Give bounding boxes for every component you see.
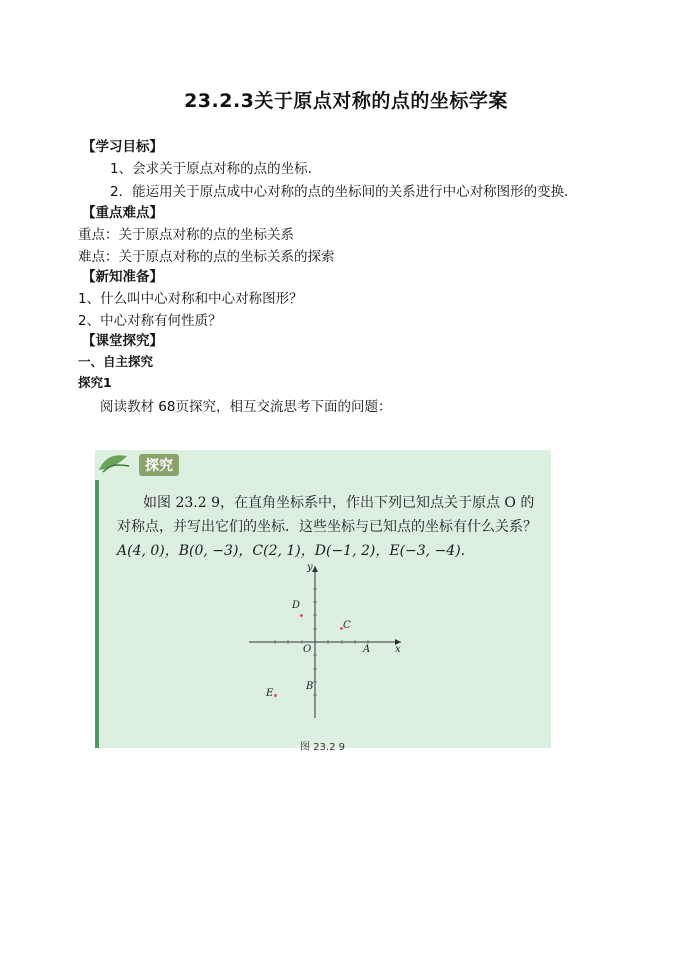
point-e [274, 694, 277, 697]
key-point: 重点：关于原点对称的点的坐标关系 [78, 227, 294, 243]
explore-figure [95, 450, 551, 753]
subsection-title: 一、自主探究 [78, 354, 154, 369]
point-b-label: B [306, 681, 314, 692]
figure-text-line-1: 如图 23.2 9，在直角坐标系中，作出下列已知点关于原点 O 的 [143, 495, 535, 511]
prep-header: 【新知准备】 [82, 269, 163, 285]
class-header: 【课堂探究】 [82, 333, 163, 349]
figure-caption: 图 23.2 9 [300, 742, 345, 753]
goals-header: 【学习目标】 [82, 139, 163, 155]
explore-title: 探究1 [78, 375, 112, 390]
x-axis-label: x [395, 644, 401, 655]
figure-banner [95, 450, 551, 478]
figure-text-line-3: A(4, 0)，B(0, −3)，C(2, 1)，D(−1, 2)，E(−3, −4). [117, 543, 466, 559]
hard-point: 难点：关于原点对称的点的坐标关系的探索 [78, 249, 335, 265]
point-d [300, 614, 303, 617]
prep-question-1: 1、什么叫中心对称和中心对称图形？ [78, 291, 303, 307]
key-header: 【重点难点】 [82, 205, 163, 221]
point-e-label: E [266, 688, 274, 699]
figure-text-line-2: 对称点，并写出它们的坐标．这些坐标与已知点的坐标有什么关系？ [117, 519, 537, 535]
goal-2: 2．能运用关于原点成中心对称的点的坐标间的关系进行中心对称图形的变换． [110, 184, 578, 200]
y-axis-label: y [307, 562, 313, 573]
page-title: 23.2.3关于原点对称的点的坐标学案 [184, 90, 508, 112]
point-d-label: D [292, 600, 301, 611]
leaf-icon [97, 452, 131, 474]
origin-label: O [303, 644, 312, 655]
coordinate-plot [245, 560, 405, 720]
banner-label: 探究 [139, 454, 179, 476]
point-c-label: C [343, 620, 351, 631]
goal-1: 1、会求关于原点对称的点的坐标. [110, 161, 312, 177]
figure-side-bar [95, 480, 99, 748]
point-a-label: A [363, 644, 371, 655]
prep-question-2: 2、中心对称有何性质？ [78, 313, 222, 329]
reading-instruction: 阅读教材 68页探究，相互交流思考下面的问题： [100, 399, 392, 415]
